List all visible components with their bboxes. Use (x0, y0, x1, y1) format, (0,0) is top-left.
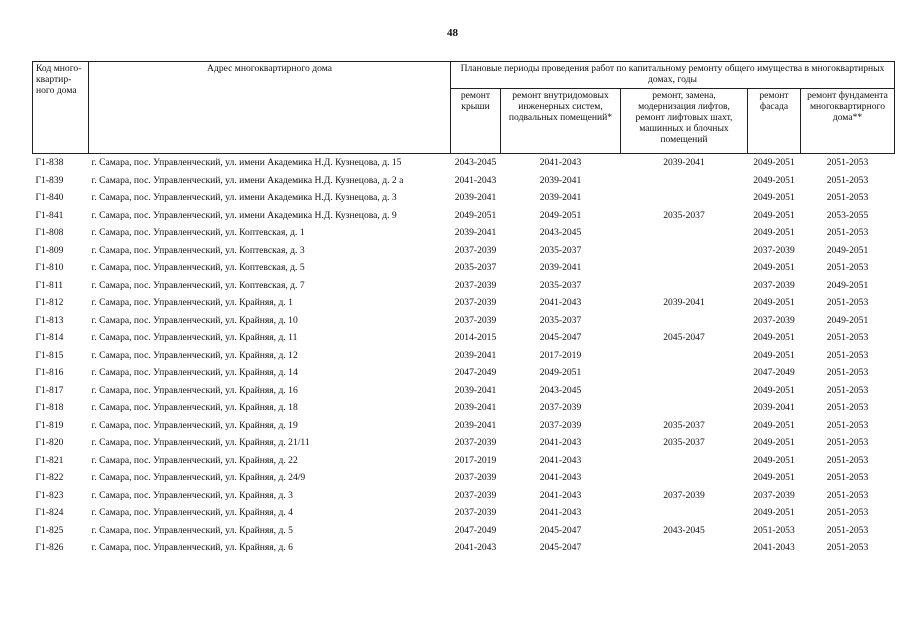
table-body (33, 154, 895, 557)
cell-lifts (621, 277, 748, 295)
cell-code: Г1-821 (35, 454, 64, 466)
cell-foundation: 2051-2053 (826, 174, 869, 186)
cell-code: Г1-818 (35, 402, 64, 414)
cell-roof: 2037-2039 (454, 279, 497, 291)
cell-address: г. Самара, пос. Управленческий, ул. Коптевская, д. 3 (91, 244, 305, 256)
table-row (33, 224, 895, 242)
cell-lifts (621, 172, 748, 190)
cell-lifts (621, 452, 748, 470)
cell-address: г. Самара, пос. Управленческий, ул. Крайняя, д. 5 (91, 524, 293, 536)
table-row (33, 434, 895, 452)
cell-lifts: 2039-2041 (663, 157, 705, 169)
cell-systems: 2039-2041 (539, 262, 582, 274)
cell-address: г. Самара, пос. Управленческий, ул. имени Академика Н.Д. Кузнецова, д. 2 а (91, 174, 404, 186)
cell-foundation: 2051-2053 (826, 262, 869, 274)
cell-roof: 2047-2049 (454, 367, 497, 379)
cell-lifts (621, 364, 748, 382)
cell-code: Г1-810 (35, 262, 64, 274)
column-header-lifts: ремонт, замена, модернизация лифтов, ремонт лифтовых шахт, машинных и блочных помещений (621, 89, 748, 154)
cell-foundation: 2053-2055 (826, 209, 869, 221)
cell-address: г. Самара, пос. Управленческий, ул. Крайняя, д. 14 (91, 367, 298, 379)
cell-code: Г1-824 (35, 507, 64, 519)
cell-code: Г1-841 (35, 209, 64, 221)
cell-code: Г1-811 (35, 279, 64, 291)
cell-lifts: 2045-2047 (663, 332, 705, 344)
cell-roof: 2037-2039 (454, 472, 497, 484)
cell-systems: 2037-2039 (539, 419, 582, 431)
cell-systems: 2041-2043 (539, 437, 582, 449)
cell-systems: 2045-2047 (539, 542, 582, 554)
cell-address: г. Самара, пос. Управленческий, ул. Крайняя, д. 16 (91, 384, 298, 396)
cell-roof: 2037-2039 (454, 314, 497, 326)
cell-address: г. Самара, пос. Управленческий, ул. Коптевская, д. 5 (91, 262, 305, 274)
table-row (33, 417, 895, 435)
table-row (33, 469, 895, 487)
cell-roof: 2039-2041 (454, 227, 497, 239)
cell-roof: 2037-2039 (454, 489, 497, 501)
capital-repair-table (32, 61, 895, 557)
cell-foundation: 2051-2053 (826, 192, 869, 204)
cell-lifts: 2035-2037 (663, 419, 705, 431)
table-row (33, 347, 895, 365)
cell-roof: 2049-2051 (454, 209, 497, 221)
cell-address: г. Самара, пос. Управленческий, ул. Крайняя, д. 4 (91, 507, 293, 519)
cell-code: Г1-839 (35, 174, 64, 186)
column-header-periods: Плановые периоды проведения работ по капитальному ремонту общего имущества в многоквартирных домах, годы (451, 62, 895, 89)
table-row (33, 154, 895, 172)
cell-facade: 2037-2039 (753, 244, 795, 256)
column-header-facade: ремонт фасада (748, 89, 801, 154)
cell-facade: 2047-2049 (753, 367, 795, 379)
cell-roof: 2041-2043 (454, 174, 497, 186)
cell-foundation: 2049-2051 (826, 314, 869, 326)
cell-roof: 2037-2039 (454, 437, 497, 449)
cell-facade: 2049-2051 (753, 262, 795, 274)
cell-code: Г1-813 (35, 314, 64, 326)
cell-lifts (621, 504, 748, 522)
cell-address: г. Самара, пос. Управленческий, ул. Коптевская, д. 7 (91, 279, 305, 291)
cell-systems: 2041-2043 (539, 157, 582, 169)
table-row (33, 504, 895, 522)
cell-facade: 2049-2051 (753, 472, 795, 484)
cell-address: г. Самара, пос. Управленческий, ул. Крайняя, д. 11 (91, 332, 298, 344)
cell-facade: 2049-2051 (753, 454, 795, 466)
cell-foundation: 2051-2053 (826, 157, 869, 169)
cell-foundation: 2049-2051 (826, 244, 869, 256)
cell-systems: 2043-2045 (539, 384, 582, 396)
cell-systems: 2035-2037 (539, 279, 582, 291)
cell-roof: 2039-2041 (454, 419, 497, 431)
table-row (33, 259, 895, 277)
cell-address: г. Самара, пос. Управленческий, ул. Крайняя, д. 21/11 (91, 437, 310, 449)
cell-code: Г1-822 (35, 472, 64, 484)
cell-facade: 2049-2051 (753, 227, 795, 239)
table-row (33, 539, 895, 557)
column-header-systems: ремонт внутридомовых инженерных систем, подвальных помещений* (501, 89, 621, 154)
cell-roof: 2043-2045 (454, 157, 497, 169)
cell-lifts (621, 382, 748, 400)
column-header-foundation: ремонт фундамента многоквартирного дома** (801, 89, 895, 154)
cell-facade: 2049-2051 (753, 174, 795, 186)
page-number: 48 (447, 27, 458, 39)
cell-code: Г1-826 (35, 542, 64, 554)
cell-roof: 2017-2019 (454, 454, 497, 466)
cell-systems: 2041-2043 (539, 489, 582, 501)
cell-facade: 2037-2039 (753, 314, 795, 326)
cell-facade: 2049-2051 (753, 437, 795, 449)
cell-systems: 2045-2047 (539, 332, 582, 344)
cell-systems: 2045-2047 (539, 524, 582, 536)
cell-code: Г1-815 (35, 349, 64, 361)
cell-systems: 2037-2039 (539, 402, 582, 414)
cell-code: Г1-820 (35, 437, 64, 449)
cell-code: Г1-838 (35, 157, 64, 169)
table-row (33, 312, 895, 330)
table-row (33, 399, 895, 417)
cell-foundation: 2051-2053 (826, 367, 869, 379)
table-row (33, 487, 895, 505)
cell-lifts (621, 539, 748, 557)
table-row (33, 364, 895, 382)
cell-foundation: 2051-2053 (826, 349, 869, 361)
cell-address: г. Самара, пос. Управленческий, ул. Крайняя, д. 1 (91, 297, 293, 309)
cell-address: г. Самара, пос. Управленческий, ул. Крайняя, д. 22 (91, 454, 298, 466)
cell-facade: 2049-2051 (753, 349, 795, 361)
cell-facade: 2049-2051 (753, 157, 795, 169)
cell-foundation: 2051-2053 (826, 297, 869, 309)
cell-address: г. Самара, пос. Управленческий, ул. Крайняя, д. 19 (91, 419, 298, 431)
cell-foundation: 2051-2053 (826, 542, 869, 554)
cell-foundation: 2051-2053 (826, 524, 869, 536)
cell-foundation: 2051-2053 (826, 454, 869, 466)
cell-lifts (621, 259, 748, 277)
cell-foundation: 2051-2053 (826, 402, 869, 414)
cell-lifts: 2039-2041 (663, 297, 705, 309)
table-row (33, 452, 895, 470)
table-row (33, 382, 895, 400)
cell-roof: 2037-2039 (454, 507, 497, 519)
table-row (33, 277, 895, 295)
cell-foundation: 2051-2053 (826, 472, 869, 484)
cell-lifts: 2037-2039 (663, 489, 705, 501)
cell-code: Г1-819 (35, 419, 64, 431)
cell-lifts (621, 469, 748, 487)
cell-address: г. Самара, пос. Управленческий, ул. Коптевская, д. 1 (91, 227, 305, 239)
cell-systems: 2035-2037 (539, 314, 582, 326)
cell-facade: 2049-2051 (753, 209, 795, 221)
cell-roof: 2039-2041 (454, 192, 497, 204)
cell-lifts (621, 242, 748, 260)
cell-address: г. Самара, пос. Управленческий, ул. имени Академика Н.Д. Кузнецова, д. 15 (91, 157, 402, 169)
cell-lifts: 2043-2045 (663, 524, 705, 536)
cell-systems: 2017-2019 (539, 349, 582, 361)
cell-roof: 2039-2041 (454, 402, 497, 414)
table-row (33, 172, 895, 190)
cell-code: Г1-817 (35, 384, 64, 396)
cell-foundation: 2051-2053 (826, 489, 869, 501)
cell-systems: 2035-2037 (539, 244, 582, 256)
cell-lifts (621, 399, 748, 417)
cell-code: Г1-808 (35, 227, 64, 239)
table-row (33, 189, 895, 207)
cell-systems: 2039-2041 (539, 174, 582, 186)
cell-code: Г1-840 (35, 192, 64, 204)
cell-roof: 2037-2039 (454, 244, 497, 256)
cell-roof: 2039-2041 (454, 384, 497, 396)
cell-facade: 2041-2043 (753, 542, 795, 554)
cell-foundation: 2051-2053 (826, 227, 869, 239)
cell-facade: 2049-2051 (753, 297, 795, 309)
cell-code: Г1-809 (35, 244, 64, 256)
cell-roof: 2014-2015 (454, 332, 497, 344)
column-header-roof: ремонт крыши (451, 89, 501, 154)
cell-roof: 2039-2041 (454, 349, 497, 361)
cell-code: Г1-814 (35, 332, 64, 344)
cell-systems: 2041-2043 (539, 472, 582, 484)
cell-address: г. Самара, пос. Управленческий, ул. Крайняя, д. 3 (91, 489, 293, 501)
cell-facade: 2049-2051 (753, 507, 795, 519)
cell-code: Г1-823 (35, 489, 64, 501)
cell-facade: 2049-2051 (753, 384, 795, 396)
cell-systems: 2041-2043 (539, 454, 582, 466)
cell-facade: 2049-2051 (753, 192, 795, 204)
cell-foundation: 2051-2053 (826, 437, 869, 449)
cell-foundation: 2051-2053 (826, 332, 869, 344)
cell-lifts: 2035-2037 (663, 437, 705, 449)
cell-roof: 2041-2043 (454, 542, 497, 554)
column-header-code: Код много-квартир-ного дома (33, 62, 89, 154)
cell-foundation: 2051-2053 (826, 384, 869, 396)
cell-facade: 2039-2041 (753, 402, 795, 414)
cell-systems: 2049-2051 (539, 367, 582, 379)
cell-code: Г1-825 (35, 524, 64, 536)
cell-foundation: 2051-2053 (826, 507, 869, 519)
table-row (33, 522, 895, 540)
cell-facade: 2049-2051 (753, 419, 795, 431)
cell-address: г. Самара, пос. Управленческий, ул. Крайняя, д. 10 (91, 314, 298, 326)
cell-address: г. Самара, пос. Управленческий, ул. Крайняя, д. 24/9 (91, 472, 306, 484)
cell-roof: 2037-2039 (454, 297, 497, 309)
cell-foundation: 2049-2051 (826, 279, 869, 291)
table-row (33, 294, 895, 312)
cell-lifts (621, 312, 748, 330)
cell-address: г. Самара, пос. Управленческий, ул. Крайняя, д. 12 (91, 349, 298, 361)
cell-systems: 2043-2045 (539, 227, 582, 239)
table-row (33, 329, 895, 347)
cell-code: Г1-812 (35, 297, 64, 309)
cell-address: г. Самара, пос. Управленческий, ул. Крайняя, д. 18 (91, 402, 298, 414)
cell-systems: 2041-2043 (539, 297, 582, 309)
cell-systems: 2041-2043 (539, 507, 582, 519)
cell-lifts (621, 224, 748, 242)
table-row (33, 207, 895, 225)
cell-roof: 2035-2037 (454, 262, 497, 274)
cell-facade: 2049-2051 (753, 332, 795, 344)
cell-facade: 2037-2039 (753, 279, 795, 291)
table-row (33, 242, 895, 260)
cell-address: г. Самара, пос. Управленческий, ул. Крайняя, д. 6 (91, 542, 293, 554)
cell-lifts: 2035-2037 (663, 209, 705, 221)
table-header-row (33, 62, 895, 89)
cell-systems: 2039-2041 (539, 192, 582, 204)
cell-code: Г1-816 (35, 367, 64, 379)
cell-systems: 2049-2051 (539, 209, 582, 221)
cell-facade: 2037-2039 (753, 489, 795, 501)
cell-lifts (621, 347, 748, 365)
cell-facade: 2051-2053 (753, 524, 795, 536)
column-header-address: Адрес многоквартирного дома (89, 62, 451, 154)
cell-roof: 2047-2049 (454, 524, 497, 536)
cell-address: г. Самара, пос. Управленческий, ул. имени Академика Н.Д. Кузнецова, д. 3 (91, 192, 397, 204)
cell-address: г. Самара, пос. Управленческий, ул. имени Академика Н.Д. Кузнецова, д. 9 (91, 209, 397, 221)
cell-lifts (621, 189, 748, 207)
cell-foundation: 2051-2053 (826, 419, 869, 431)
